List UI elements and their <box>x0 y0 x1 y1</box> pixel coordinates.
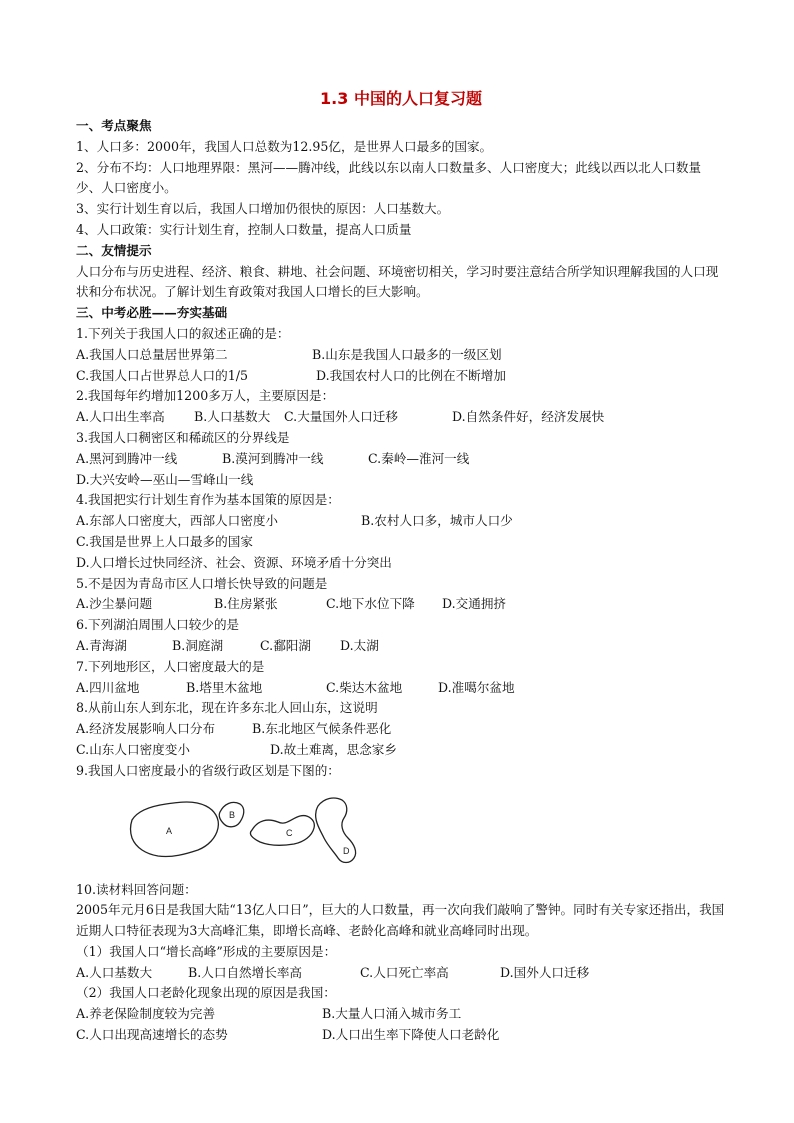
option-d: D.国外人口迁移 <box>500 964 590 980</box>
option-a: A.四川盆地 <box>76 679 140 695</box>
question-3: 3.我国人口稠密区和稀疏区的分界线是 <box>76 429 290 445</box>
question-2: 2.我国每年约增加1200多万人，主要原因是： <box>76 388 335 404</box>
map-label-b: B <box>229 809 236 820</box>
option-a: A.人口出生率高 <box>76 409 165 425</box>
question-4-options-row-1 <box>76 511 726 532</box>
question-5-options <box>76 594 726 615</box>
point-3: 3、实行计划生育以后，我国人口增加仍很快的原因：人口基数大。 <box>76 201 450 217</box>
option-b: B.山东是我国人口最多的一级区划 <box>312 346 502 362</box>
option-d: D.我国农村人口的比例在不断增加 <box>316 367 506 383</box>
option-d: D.人口出生率下降使人口老龄化 <box>322 1027 500 1043</box>
option-d: D.人口增长过快同经济、社会、资源、环境矛盾十分突出 <box>76 554 392 570</box>
map-label-c: C <box>286 827 293 838</box>
section-heading-2: 二、友情提示 <box>76 242 152 258</box>
option-d: D.大兴安岭—巫山—雪峰山一线 <box>76 471 254 487</box>
option-b: B.人口基数大 <box>194 409 271 425</box>
option-a: A.养老保险制度较为完善 <box>76 1006 216 1022</box>
question-10-part-2-options-row-2 <box>76 1025 726 1046</box>
option-b: B.洞庭湖 <box>172 637 224 653</box>
question-10-material: 2005年元月6日是我国大陆“13亿人口日”，巨大的人口数量，再一次向我们敲响了警钟。同时有关专家还指出，我国近期人口特征表现为3大高峰汇集，即增长高峰、老龄化高峰和就业高峰同时出现。 <box>76 902 725 939</box>
page-title: 1.3 中国的人口复习题 <box>320 89 482 108</box>
question-9: 9.我国人口密度最小的省级行政区划是下图的： <box>76 762 340 778</box>
option-c: C.我国是世界上人口最多的国家 <box>76 533 253 549</box>
option-d: D.准噶尔盆地 <box>438 679 515 695</box>
question-5: 5.不是因为青岛市区人口增长快导致的问题是 <box>76 575 328 591</box>
question-3-options-row-1 <box>76 449 726 470</box>
question-8-options-row-1 <box>76 719 726 740</box>
option-c: C.地下水位下降 <box>326 596 415 612</box>
option-b: B.人口自然增长率高 <box>188 964 303 980</box>
question-4: 4.我国把实行计划生育作为基本国策的原因是： <box>76 492 340 508</box>
option-b: B.住房紧张 <box>214 596 278 612</box>
map-label-d: D <box>343 845 350 856</box>
province-outline-drawing <box>128 792 448 872</box>
province-shape-d <box>316 798 356 863</box>
question-10: 10.读材料回答问题： <box>76 881 197 897</box>
option-b: B.大量人口涌入城市务工 <box>322 1006 462 1022</box>
section-heading-3: 三、中考必胜——夯实基础 <box>76 305 228 321</box>
option-a: A.东部人口密度大，西部人口密度小 <box>76 513 279 529</box>
question-8: 8.从前山东人到东北，现在许多东北人回山东，这说明 <box>76 700 378 716</box>
option-c: C.柴达木盆地 <box>326 679 403 695</box>
option-d: D.太湖 <box>340 637 379 653</box>
question-7: 7.下列地形区，人口密度最大的是 <box>76 658 265 674</box>
question-10-part-1-options <box>76 963 726 984</box>
option-a: A.青海湖 <box>76 637 127 653</box>
province-shape-a <box>131 802 219 857</box>
question-2-options <box>76 407 726 428</box>
point-2: 2、分布不均：人口地理界限：黑河——腾冲线，此线以东以南人口数量多、人口密度大；此线以西以北人口数量少、人口密度小。 <box>76 159 702 196</box>
province-outlines-figure <box>76 786 726 872</box>
option-d: D.自然条件好，经济发展快 <box>452 409 605 425</box>
question-10-part-2: （2）我国人口老龄化现象出现的原因是我国： <box>76 985 336 1001</box>
question-1-options-row-1 <box>76 345 726 366</box>
option-c: C.人口死亡率高 <box>360 964 449 980</box>
question-6-options <box>76 636 726 657</box>
section-heading-1: 一、考点聚焦 <box>76 118 152 133</box>
option-a: A.我国人口总量居世界第二 <box>76 346 228 362</box>
question-1: 1.下列关于我国人口的叙述正确的是： <box>76 325 290 341</box>
question-7-options <box>76 678 726 699</box>
option-b: B.塔里木盆地 <box>186 679 263 695</box>
option-a: A.黑河到腾冲一线 <box>76 450 178 466</box>
option-c: C.我国人口占世界总人口的1/5 <box>76 367 248 383</box>
question-6: 6.下列湖泊周围人口较少的是 <box>76 617 240 633</box>
point-1: 1、人口多：2000年，我国人口总数为12.95亿，是世界人口最多的国家。 <box>76 138 493 154</box>
option-a: A.经济发展影响人口分布 <box>76 721 216 737</box>
option-c: C.鄱阳湖 <box>260 637 311 653</box>
tip-paragraph: 人口分布与历史进程、经济、粮食、耕地、社会问题、环境密切相关，学习时要注意结合所学知识理解我国的人口现状和分布状况。了解计划生育政策对我国人口增长的巨大影响。 <box>76 263 719 300</box>
option-c: C.秦岭—淮河一线 <box>368 450 470 466</box>
document-page <box>76 86 726 1046</box>
option-b: B.农村人口多，城市人口少 <box>361 513 513 529</box>
option-a: A.沙尘暴问题 <box>76 596 153 612</box>
option-c: C.人口出现高速增长的态势 <box>76 1027 228 1043</box>
option-d: D.故土难离，思念家乡 <box>270 741 397 757</box>
question-8-options-row-2 <box>76 740 726 761</box>
question-1-options-row-2 <box>76 366 726 387</box>
option-a: A.人口基数大 <box>76 964 153 980</box>
point-4: 4、人口政策：实行计划生育，控制人口数量，提高人口质量 <box>76 221 412 237</box>
option-b: B.东北地区气候条件恶化 <box>252 721 392 737</box>
province-shape-c <box>250 815 314 845</box>
option-b: B.漠河到腾冲一线 <box>222 450 324 466</box>
option-c: C.大量国外人口迁移 <box>284 409 398 425</box>
option-c: C.山东人口密度变小 <box>76 741 190 757</box>
map-label-a: A <box>166 825 173 836</box>
option-d: D.交通拥挤 <box>442 596 507 612</box>
question-10-part-2-options-row-1 <box>76 1004 726 1025</box>
question-10-part-1: （1）我国人口“增长高峰”形成的主要原因是： <box>76 943 337 959</box>
